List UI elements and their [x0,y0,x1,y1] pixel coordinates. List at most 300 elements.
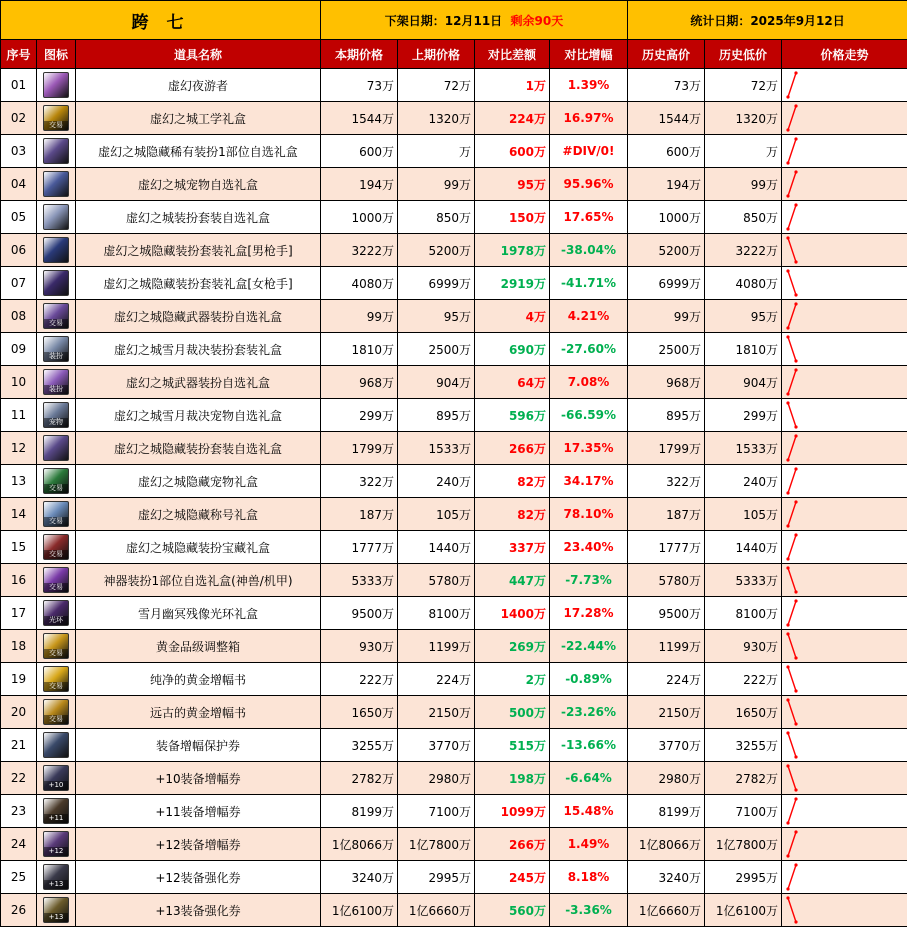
historical-high: 3240万 [628,861,705,894]
item-name: 雪月幽冥残像光环礼盒 [76,597,321,630]
item-name: 虚幻之城宠物自选礼盒 [76,168,321,201]
box-icon [43,567,69,593]
item-icon-cell [37,69,76,102]
box-icon [43,402,69,428]
trend-start-point [786,887,789,890]
table-row [1,267,907,300]
trend-cell [782,531,907,564]
trend-end-point [794,500,797,503]
box-icon [43,204,69,230]
historical-low: 2995万 [705,861,782,894]
trend-cell [782,102,907,135]
trend-end-point [794,260,797,263]
historical-low: 930万 [705,630,782,663]
delist-label: 下架日期：12月11日 [384,13,503,28]
price-change: 4.21% [550,300,628,333]
trend-line [788,370,796,394]
item-name: 虚幻之城隐藏装扮套装礼盒[男枪手] [76,234,321,267]
box-icon [43,831,69,857]
col-current-price-header: 本期价格 [321,40,398,69]
trend-start-point [786,392,789,395]
row-index: 14 [1,498,37,531]
icon-tag: 装扮 [44,385,68,394]
trend-line [788,502,796,526]
trend-end-point [794,590,797,593]
icon-tag: 交易 [44,649,68,658]
trend-start-point [786,665,789,668]
delist-date [321,1,628,40]
box-icon [43,270,69,296]
trend-start-point [786,764,789,767]
historical-high: 187万 [628,498,705,531]
box-icon [43,72,69,98]
historical-high: 5780万 [628,564,705,597]
trend-cell [782,498,907,531]
item-icon-cell [37,234,76,267]
trend-line [788,601,796,625]
previous-price: 1亿7800万 [398,828,475,861]
table-row [1,729,907,762]
price-diff: 515万 [475,729,550,762]
trend-end-point [794,203,797,206]
historical-high: 600万 [628,135,705,168]
price-diff: 1400万 [475,597,550,630]
historical-low: 240万 [705,465,782,498]
trend-end-point [794,788,797,791]
trend-start-point [786,458,789,461]
table-row [1,69,907,102]
icon-tag: +13 [44,880,68,889]
trend-start-point [786,566,789,569]
historical-high: 1000万 [628,201,705,234]
historical-high: 1799万 [628,432,705,465]
price-change: -3.36% [550,894,628,927]
trend-sparkline [782,498,907,530]
price-diff: 337万 [475,531,550,564]
trend-sparkline [782,333,907,365]
trend-line [788,139,796,163]
previous-price: 万 [398,135,475,168]
current-price: 9500万 [321,597,398,630]
stat-date: 统计日期：2025年9月12日 [628,1,907,40]
row-index: 11 [1,399,37,432]
trend-start-point [786,632,789,635]
historical-low: 1650万 [705,696,782,729]
trend-start-point [786,401,789,404]
row-index: 06 [1,234,37,267]
trend-sparkline [782,465,907,497]
trend-start-point [786,227,789,230]
trend-end-point [794,920,797,923]
trend-start-point [786,194,789,197]
trend-sparkline [782,795,907,827]
table-row [1,432,907,465]
price-change: 17.28% [550,597,628,630]
trend-start-point [786,854,789,857]
trend-line [788,73,796,97]
current-price: 5333万 [321,564,398,597]
trend-line [788,898,796,922]
trend-start-point [786,128,789,131]
historical-low: 1亿6100万 [705,894,782,927]
table-row [1,333,907,366]
previous-price: 2995万 [398,861,475,894]
current-price: 99万 [321,300,398,333]
row-index: 13 [1,465,37,498]
box-icon [43,501,69,527]
trend-cell [782,135,907,168]
icon-tag: 交易 [44,550,68,559]
price-change: 15.48% [550,795,628,828]
trend-cell [782,465,907,498]
table-row [1,366,907,399]
item-name: 神器装扮1部位自选礼盒(神兽/机甲) [76,564,321,597]
trend-sparkline [782,894,907,926]
previous-price: 1440万 [398,531,475,564]
current-price: 322万 [321,465,398,498]
trend-line [788,832,796,856]
table-row [1,564,907,597]
box-icon [43,138,69,164]
icon-tag: 交易 [44,517,68,526]
historical-high: 6999万 [628,267,705,300]
trend-sparkline [782,201,907,233]
icon-tag: 交易 [44,121,68,130]
historical-high: 73万 [628,69,705,102]
table-row [1,300,907,333]
trend-end-point [794,863,797,866]
row-index: 08 [1,300,37,333]
price-change: -66.59% [550,399,628,432]
item-icon-cell [37,102,76,135]
historical-high: 194万 [628,168,705,201]
trend-line [788,304,796,328]
trend-end-point [794,467,797,470]
row-index: 04 [1,168,37,201]
row-index: 10 [1,366,37,399]
trend-cell [782,234,907,267]
current-price: 1000万 [321,201,398,234]
price-diff: 150万 [475,201,550,234]
item-name: 虚幻夜游者 [76,69,321,102]
trend-cell [782,201,907,234]
row-index: 24 [1,828,37,861]
item-name: +11装备增幅券 [76,795,321,828]
previous-price: 240万 [398,465,475,498]
box-icon [43,897,69,923]
table-body [1,69,907,927]
item-icon-cell [37,894,76,927]
price-diff: 560万 [475,894,550,927]
row-index: 09 [1,333,37,366]
trend-line [788,733,796,757]
price-diff: 95万 [475,168,550,201]
item-icon-cell [37,135,76,168]
remaining-days: 剩余90天 [510,13,564,28]
row-index: 16 [1,564,37,597]
historical-low: 1320万 [705,102,782,135]
icon-tag: +11 [44,814,68,823]
box-icon [43,666,69,692]
item-name: 虚幻之城隐藏装扮套装礼盒[女枪手] [76,267,321,300]
historical-low: 8100万 [705,597,782,630]
historical-high: 2150万 [628,696,705,729]
trend-sparkline [782,234,907,266]
historical-low: 2782万 [705,762,782,795]
box-icon [43,798,69,824]
current-price: 1810万 [321,333,398,366]
item-name: 虚幻之城隐藏装扮套装自选礼盒 [76,432,321,465]
historical-high: 224万 [628,663,705,696]
column-header-row [1,40,907,69]
trend-end-point [794,293,797,296]
item-name: +12装备增幅券 [76,828,321,861]
price-diff: 269万 [475,630,550,663]
historical-high: 1544万 [628,102,705,135]
box-icon [43,468,69,494]
trend-line [788,403,796,427]
item-icon-cell [37,432,76,465]
price-change: 78.10% [550,498,628,531]
current-price: 1799万 [321,432,398,465]
row-index: 18 [1,630,37,663]
table-row [1,399,907,432]
table-row [1,102,907,135]
previous-price: 904万 [398,366,475,399]
box-icon [43,369,69,395]
trend-end-point [794,425,797,428]
col-change-header: 对比增幅 [550,40,628,69]
trend-cell [782,663,907,696]
icon-tag: 宠物 [44,418,68,427]
item-name: 远古的黄金增幅书 [76,696,321,729]
trend-start-point [786,326,789,329]
trend-cell [782,267,907,300]
item-icon-cell [37,531,76,564]
price-change: -23.26% [550,696,628,729]
price-diff: 82万 [475,498,550,531]
trend-start-point [786,623,789,626]
trend-line [788,766,796,790]
icon-tag: 交易 [44,715,68,724]
item-icon-cell [37,597,76,630]
historical-high: 3770万 [628,729,705,762]
current-price: 1544万 [321,102,398,135]
historical-low: 222万 [705,663,782,696]
price-diff: 198万 [475,762,550,795]
table-row [1,696,907,729]
trend-sparkline [782,102,907,134]
historical-high: 9500万 [628,597,705,630]
previous-price: 2500万 [398,333,475,366]
trend-line [788,799,796,823]
price-change: 23.40% [550,531,628,564]
price-change: -38.04% [550,234,628,267]
previous-price: 8100万 [398,597,475,630]
trend-cell [782,828,907,861]
item-name: +12装备强化券 [76,861,321,894]
previous-price: 224万 [398,663,475,696]
box-icon [43,765,69,791]
trend-sparkline [782,861,907,893]
item-name: 虚幻之城隐藏称号礼盒 [76,498,321,531]
previous-price: 5200万 [398,234,475,267]
trend-cell [782,861,907,894]
box-icon [43,534,69,560]
historical-low: 万 [705,135,782,168]
price-diff: 1978万 [475,234,550,267]
row-index: 23 [1,795,37,828]
price-change: 1.49% [550,828,628,861]
previous-price: 1亿6660万 [398,894,475,927]
trend-end-point [794,830,797,833]
current-price: 1亿6100万 [321,894,398,927]
item-name: 虚幻之城隐藏稀有装扮1部位自选礼盒 [76,135,321,168]
price-diff: 500万 [475,696,550,729]
trend-end-point [794,359,797,362]
historical-high: 322万 [628,465,705,498]
price-change: 1.39% [550,69,628,102]
historical-high: 1199万 [628,630,705,663]
previous-price: 105万 [398,498,475,531]
row-index: 22 [1,762,37,795]
icon-tag: 光环 [44,616,68,625]
previous-price: 895万 [398,399,475,432]
item-icon-cell [37,267,76,300]
trend-sparkline [782,168,907,200]
trend-cell [782,597,907,630]
row-index: 03 [1,135,37,168]
trend-start-point [786,95,789,98]
price-diff: 4万 [475,300,550,333]
box-icon [43,633,69,659]
item-name: 装备增幅保护券 [76,729,321,762]
previous-price: 1533万 [398,432,475,465]
price-change: -7.73% [550,564,628,597]
trend-end-point [794,599,797,602]
trend-line [788,337,796,361]
table-row [1,630,907,663]
current-price: 930万 [321,630,398,663]
trend-sparkline [782,729,907,761]
item-icon-cell [37,465,76,498]
trend-sparkline [782,135,907,167]
item-icon-cell [37,201,76,234]
table-row [1,795,907,828]
trend-line [788,667,796,691]
historical-high: 5200万 [628,234,705,267]
price-change: 16.97% [550,102,628,135]
trend-end-point [794,656,797,659]
trend-sparkline [782,696,907,728]
previous-price: 99万 [398,168,475,201]
box-icon [43,435,69,461]
price-change: -27.60% [550,333,628,366]
trend-cell [782,729,907,762]
table-row [1,663,907,696]
trend-sparkline [782,564,907,596]
item-name: 虚幻之城隐藏武器装扮自选礼盒 [76,300,321,333]
previous-price: 95万 [398,300,475,333]
col-trend-header: 价格走势 [782,40,907,69]
trend-cell [782,696,907,729]
row-index: 01 [1,69,37,102]
box-icon [43,732,69,758]
price-change: 95.96% [550,168,628,201]
historical-high: 895万 [628,399,705,432]
item-icon-cell [37,861,76,894]
trend-start-point [786,236,789,239]
trend-line [788,700,796,724]
item-name: 虚幻之城隐藏宠物礼盒 [76,465,321,498]
trend-start-point [786,524,789,527]
col-diff-header: 对比差额 [475,40,550,69]
row-index: 20 [1,696,37,729]
box-icon [43,105,69,131]
trend-sparkline [782,300,907,332]
icon-tag: 交易 [44,484,68,493]
row-index: 12 [1,432,37,465]
historical-high: 99万 [628,300,705,333]
price-diff: 266万 [475,432,550,465]
box-icon [43,237,69,263]
trend-end-point [794,533,797,536]
price-diff: 245万 [475,861,550,894]
box-icon [43,171,69,197]
trend-start-point [786,731,789,734]
historical-low: 1440万 [705,531,782,564]
row-index: 05 [1,201,37,234]
table-row [1,828,907,861]
trend-cell [782,366,907,399]
current-price: 1亿8066万 [321,828,398,861]
historical-high: 968万 [628,366,705,399]
trend-end-point [794,137,797,140]
historical-low: 3222万 [705,234,782,267]
price-diff: 266万 [475,828,550,861]
item-icon-cell [37,696,76,729]
item-name: 虚幻之城装扮套装自选礼盒 [76,201,321,234]
box-icon [43,864,69,890]
item-icon-cell [37,168,76,201]
previous-price: 2980万 [398,762,475,795]
item-icon-cell [37,564,76,597]
current-price: 222万 [321,663,398,696]
current-price: 3255万 [321,729,398,762]
trend-line [788,205,796,229]
price-diff: 2万 [475,663,550,696]
item-icon-cell [37,333,76,366]
historical-low: 7100万 [705,795,782,828]
trend-end-point [794,71,797,74]
trend-cell [782,630,907,663]
historical-low: 1533万 [705,432,782,465]
price-change: 17.65% [550,201,628,234]
trend-sparkline [782,762,907,794]
item-icon-cell [37,828,76,861]
row-index: 07 [1,267,37,300]
col-name-header: 道具名称 [76,40,321,69]
trend-cell [782,168,907,201]
row-index: 17 [1,597,37,630]
price-change: -22.44% [550,630,628,663]
price-change: 8.18% [550,861,628,894]
price-diff: 1万 [475,69,550,102]
previous-price: 7100万 [398,795,475,828]
col-high-header: 历史高价 [628,40,705,69]
table-row [1,135,907,168]
price-diff: 600万 [475,135,550,168]
